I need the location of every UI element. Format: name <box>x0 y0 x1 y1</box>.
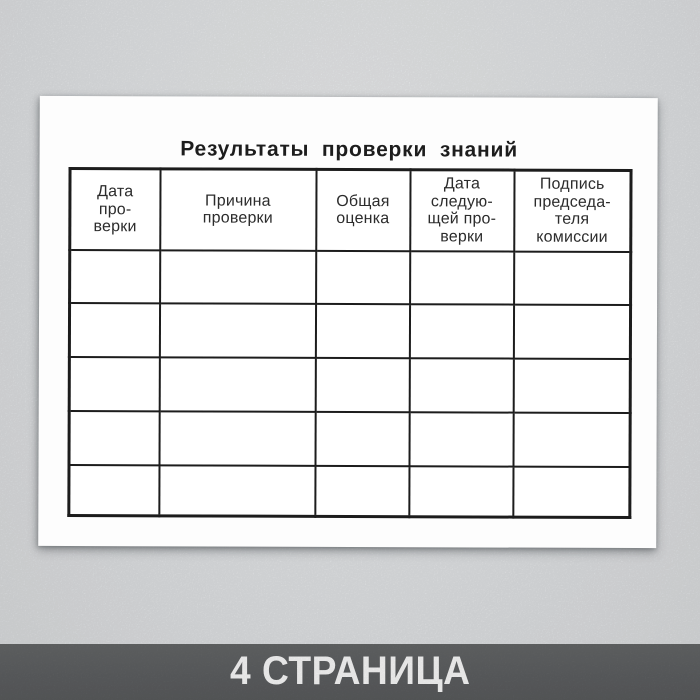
table-cell <box>315 357 409 411</box>
table-cell <box>410 251 514 304</box>
table-row <box>69 357 630 413</box>
page-footer <box>0 644 700 700</box>
table-cell <box>315 411 409 465</box>
column-header-chair-signature: Подпись председа- теля комиссии <box>514 170 631 251</box>
table-cell <box>513 412 630 466</box>
table-row <box>69 465 630 518</box>
table-cell <box>316 250 410 303</box>
table-cell <box>315 465 409 516</box>
table-cell <box>159 303 315 358</box>
table-cell <box>409 466 513 517</box>
table-header-row <box>70 169 631 252</box>
table-cell <box>69 303 159 357</box>
table-cell <box>513 466 630 517</box>
document-title: Результаты проверки знаний <box>180 137 519 162</box>
column-header-check-reason: Причина проверки <box>160 169 316 251</box>
table-row <box>69 411 630 467</box>
table-cell <box>513 304 630 358</box>
table-cell <box>513 358 630 412</box>
table-cell <box>409 304 513 358</box>
column-header-overall-grade: Общая оценка <box>316 169 410 250</box>
column-header-check-date: Дата про- верки <box>70 169 160 250</box>
table-cell <box>160 250 316 304</box>
table-cell <box>514 251 631 304</box>
table-cell <box>159 411 315 466</box>
table-row <box>69 303 630 359</box>
table-cell <box>70 250 160 303</box>
table-cell <box>409 412 513 466</box>
table-cell <box>69 357 159 411</box>
table-cell <box>409 358 513 412</box>
results-table <box>67 167 632 519</box>
table-cell <box>315 303 409 357</box>
table-row <box>70 250 631 305</box>
column-header-next-check-date: Дата следую- щей про- верки <box>410 170 514 251</box>
page-number-label: 4 СТРАНИЦА <box>229 649 471 693</box>
table-cell <box>159 465 315 517</box>
table-cell <box>159 357 315 412</box>
document-page <box>38 96 658 548</box>
table-cell <box>69 465 159 516</box>
table-cell <box>69 411 159 465</box>
